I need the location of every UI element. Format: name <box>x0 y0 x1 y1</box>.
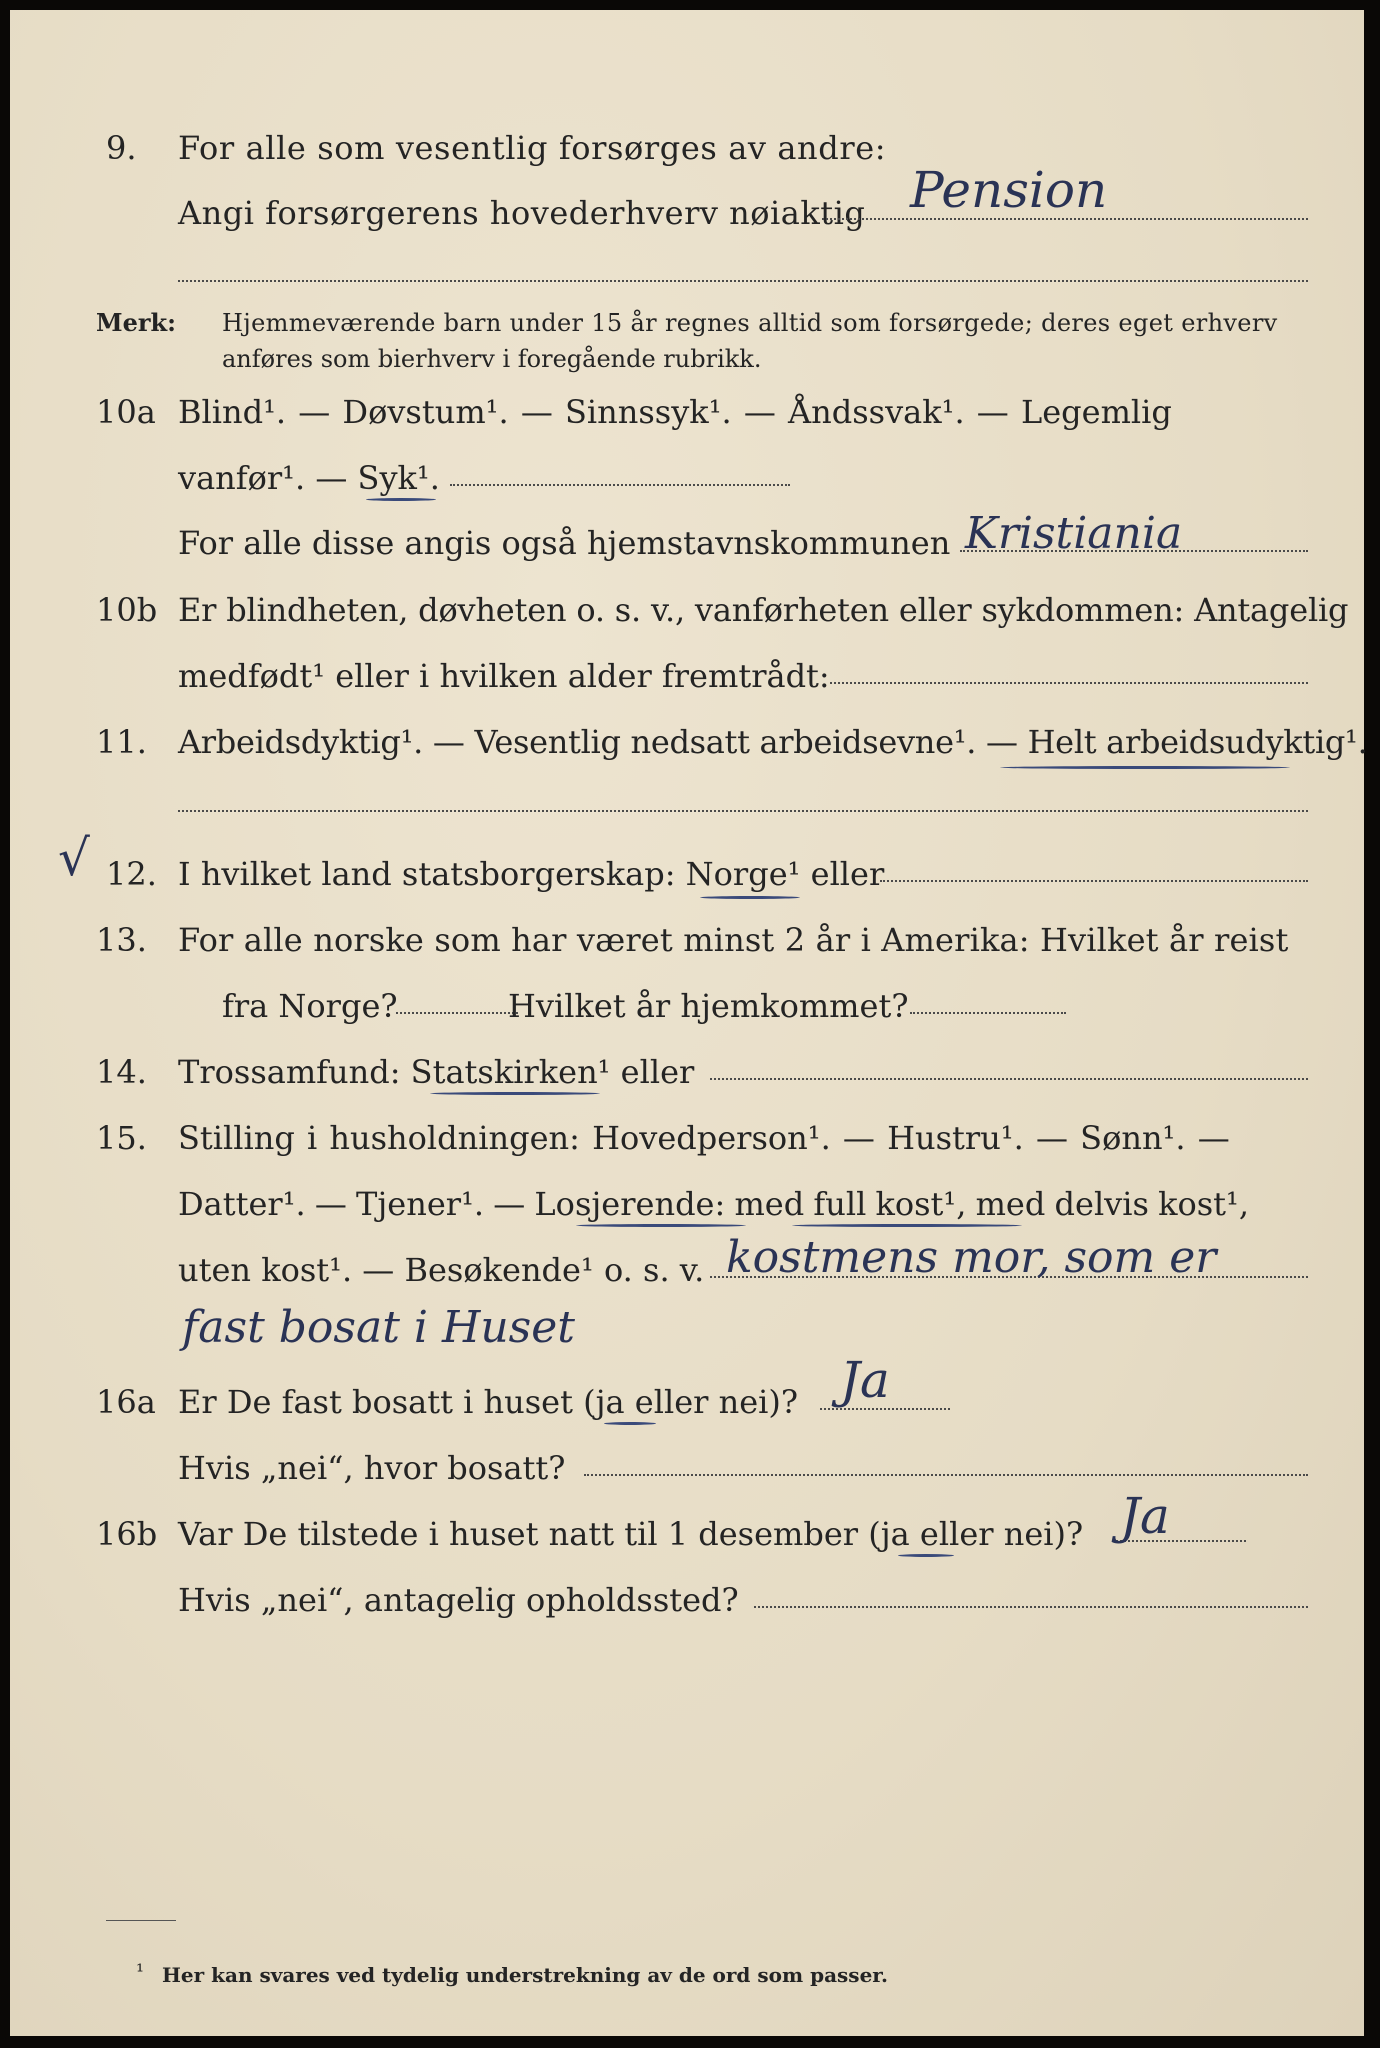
q12-norge-underline <box>700 896 800 899</box>
q12-answer-line <box>880 880 1308 882</box>
footnote-text: Her kan svares ved tydelig understrekning av de ord som passer. <box>162 1963 888 1987</box>
q16b-number: 16b <box>96 1515 158 1553</box>
q15-fullkost-underline <box>792 1224 1022 1227</box>
q13-hjemkommet-line <box>910 1012 1066 1014</box>
q11-helt-underline <box>1000 766 1290 769</box>
q16a-bosatt-line <box>584 1474 1308 1476</box>
q12-line1: I hvilket land statsborgerskap: Norge¹ eller <box>178 855 885 893</box>
q14-line1: Trossamfund: Statskirken¹ eller <box>178 1053 695 1091</box>
q11-line1: Arbeidsdyktig¹. — Vesentlig nedsatt arbeidsevne¹. — Helt arbeidsudyktig¹. <box>178 723 1368 761</box>
q16a-line2: Hvis „nei“, hvor bosatt? <box>178 1449 566 1487</box>
q13-line2b: Hvilket år hjemkommet? <box>508 987 909 1025</box>
q15-line1: Stilling i husholdningen: Hovedperson¹. — Hustru¹. — Sønn¹. — <box>178 1119 1230 1157</box>
footnote-rule <box>106 1920 176 1921</box>
merk-label: Merk: <box>96 308 176 337</box>
q16a-number: 16a <box>96 1383 156 1421</box>
q16b-line1: Var De tilstede i huset natt til 1 desember (ja eller nei)? <box>178 1515 1084 1553</box>
q16a-ja-underline <box>604 1422 656 1425</box>
q15-answer-line1: kostmens mor, som er <box>726 1232 1217 1283</box>
q10a-line2: vanfør¹. — Syk¹. <box>178 459 440 497</box>
q14-answer-line <box>710 1078 1308 1080</box>
q10a-line3: For alle disse angis også hjemstavnskommunen <box>178 524 951 562</box>
q15-line2: Datter¹. — Tjener¹. — Losjerende: med full kost¹, med delvis kost¹, <box>178 1185 1250 1223</box>
q10b-number: 10b <box>96 591 158 629</box>
footnote-mark: ¹ <box>136 1959 145 1983</box>
q11-extra-line <box>178 810 1308 812</box>
q10a-syk-underline <box>366 498 436 501</box>
q12-number: 12. <box>106 855 157 893</box>
q10a-line2-dots <box>450 484 790 486</box>
q12-check-mark: √ <box>58 829 90 887</box>
q9-line1: For alle som vesentlig forsørges av andre: <box>178 129 887 167</box>
q16a-answer: Ja <box>840 1351 890 1409</box>
q14-statskirken-underline <box>430 1092 600 1095</box>
q13-line1: For alle norske som har været minst 2 år i Amerika: Hvilket år reist <box>178 921 1289 959</box>
q10a-answer: Kristiania <box>965 508 1183 559</box>
q9-extra-line <box>178 280 1308 282</box>
q13-number: 13. <box>96 921 147 959</box>
q16b-ja-underline <box>898 1554 954 1557</box>
q14-number: 14. <box>96 1053 147 1091</box>
q16a-line1: Er De fast bosatt i huset (ja eller nei)? <box>178 1383 799 1421</box>
q15-answer-line2: fast bosat i Huset <box>182 1302 575 1353</box>
q15-line3: uten kost¹. — Besøkende¹ o. s. v. <box>178 1251 705 1289</box>
q10b-answer-line <box>830 682 1308 684</box>
q10a-number: 10a <box>96 393 156 431</box>
q10a-line1: Blind¹. — Døvstum¹. — Sinnssyk¹. — Åndssvak¹. — Legemlig <box>178 393 1172 431</box>
q16b-line2: Hvis „nei“, antagelig opholdssted? <box>178 1581 739 1619</box>
q9-number: 9. <box>106 129 137 167</box>
q9-line2: Angi forsørgerens hovederhverv nøiaktig <box>178 194 866 232</box>
census-form-page <box>10 10 1368 2036</box>
q9-answer: Pension <box>910 161 1108 219</box>
q13-line2a: fra Norge? <box>222 987 398 1025</box>
merk-line2: anføres som bierhverv i foregående rubrikk. <box>222 345 762 373</box>
q11-number: 11. <box>96 723 147 761</box>
q10b-line2: medfødt¹ eller i hvilken alder fremtrådt: <box>178 657 830 695</box>
q16b-answer: Ja <box>1120 1487 1170 1545</box>
merk-line1: Hjemmeværende barn under 15 år regnes alltid som forsørgede; deres eget erhverv <box>222 309 1278 337</box>
q15-number: 15. <box>96 1119 147 1157</box>
q10b-line1: Er blindheten, døvheten o. s. v., vanførheten eller sykdommen: Antagelig <box>178 591 1349 629</box>
q16b-opholdssted-line <box>754 1606 1308 1608</box>
q15-losjerende-underline <box>576 1224 746 1227</box>
q13-reist-line <box>396 1012 518 1014</box>
